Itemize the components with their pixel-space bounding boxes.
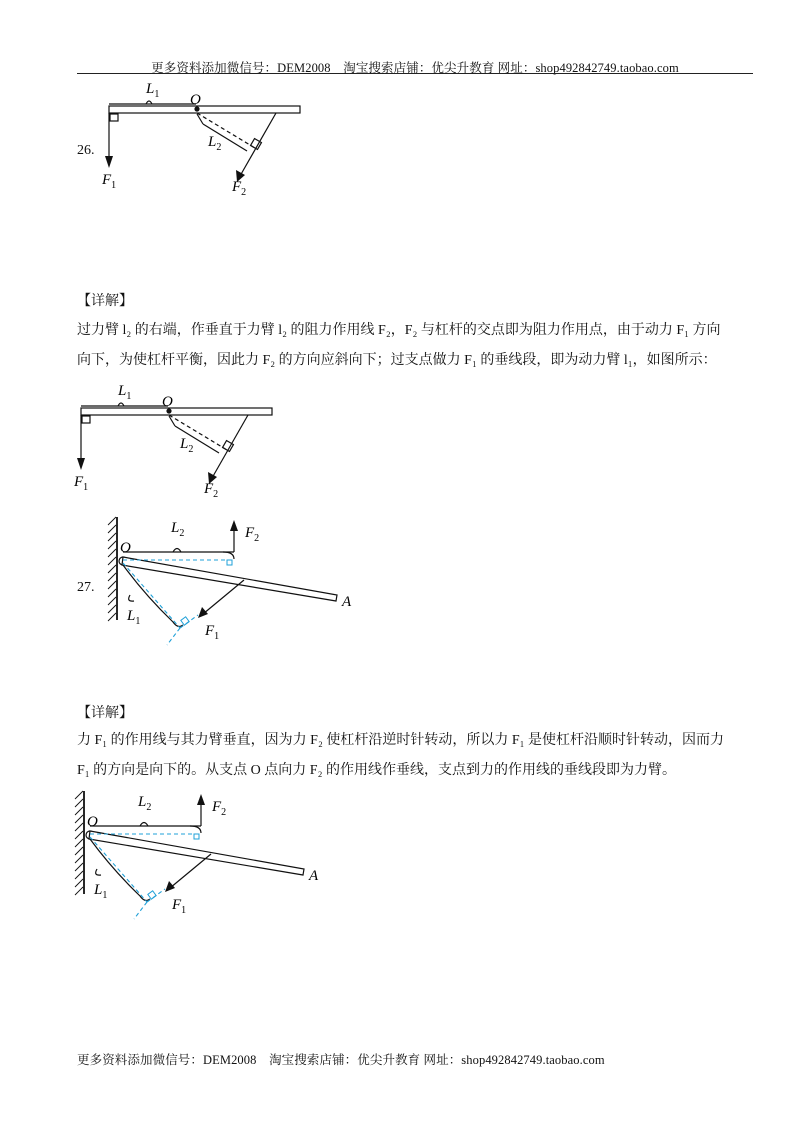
question-number-26: 26. (77, 143, 95, 158)
label-F1: $F_1$ (172, 897, 187, 916)
question-number-27: 27. (77, 580, 95, 595)
label-F1: $F_1$ (74, 474, 89, 493)
label-F1: $F_1$ (205, 623, 220, 642)
label-L2: $L_2$ (171, 520, 185, 539)
label-O: O (87, 814, 98, 830)
label-O: O (190, 92, 201, 108)
label-A: A (342, 594, 352, 610)
label-L2: $L_2$ (138, 794, 152, 813)
lever-diagram-27-answer (105, 515, 365, 655)
label-L2: $L_2$ (180, 436, 194, 455)
label-L2: $L_2$ (208, 134, 222, 153)
detail-label-26: 【详解】 (77, 294, 133, 309)
explanation-26-line-2: 向下，为使杠杆平衡，因此力 F₂ 的方向应斜向下；过支点做力 F₁ 的垂线段，即为动力臂 l₁，如图所示： (77, 353, 717, 368)
label-F2: $F_2$ (245, 525, 260, 544)
label-F2: $F_2$ (232, 179, 247, 198)
explanation-26 (77, 316, 727, 376)
label-O: O (120, 540, 131, 556)
lever-diagram-27-explanation (72, 789, 332, 929)
detail-label-27: 【详解】 (77, 706, 133, 721)
explanation-26-line-1: 过力臂 l₂ 的右端，作垂直于力臂 l₂ 的阻力作用线 F₂，F₂ 与杠杆的交点即为阻力作用点，由于动力 F₁ 方向 (77, 323, 721, 338)
lever-diagram-26-explanation (72, 378, 312, 498)
label-F1: $F_1$ (102, 172, 117, 191)
label-L1: $L_1$ (94, 882, 108, 901)
label-O: O (162, 394, 173, 410)
page-footer: 更多资料添加微信号：DEM2008 淘宝搜索店铺：优尖升教育 网址：shop492842749.taobao.com (77, 1053, 605, 1067)
explanation-27 (77, 726, 727, 786)
label-F2: $F_2$ (204, 481, 219, 500)
header-rule (77, 73, 753, 74)
label-L1: $L_1$ (146, 81, 160, 100)
explanation-27-line-1: 力 F₁ 的作用线与其力臂垂直，因为力 F₂ 使杠杆沿逆时针转动，所以力 F₁ 是使杠杆沿顺时针转动，因而力 (77, 733, 724, 748)
explanation-27-line-2: F₁ 的方向是向下的。从支点 O 点向力 F₂ 的作用线作垂线，支点到力的作用线的垂线段即为力臂。 (77, 763, 676, 778)
lever-diagram-26-answer (100, 76, 340, 196)
label-L1: $L_1$ (127, 608, 141, 627)
label-F2: $F_2$ (212, 799, 227, 818)
label-L1: $L_1$ (118, 383, 132, 402)
label-A: A (309, 868, 319, 884)
page-header: 更多资料添加微信号：DEM2008 淘宝搜索店铺：优尖升教育 网址：shop492842749.taobao.com (151, 61, 679, 75)
